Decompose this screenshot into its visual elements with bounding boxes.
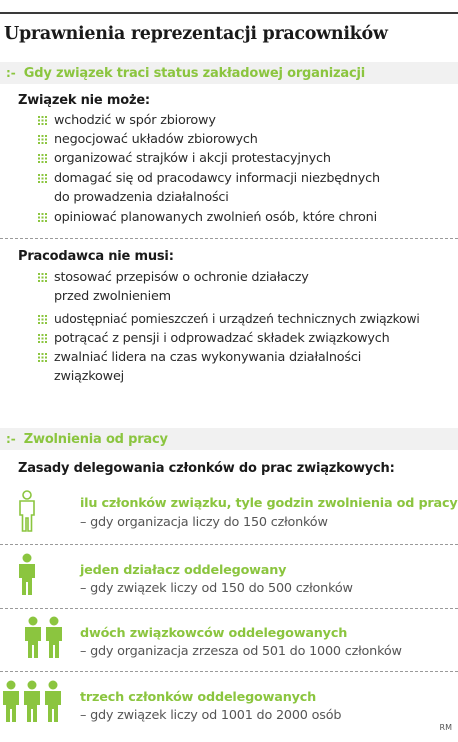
divider — [0, 608, 458, 609]
list-item-text-cont: związkowej — [54, 369, 124, 384]
top-rule — [0, 12, 458, 14]
dot-grid-icon — [38, 213, 47, 222]
people-group — [18, 553, 36, 595]
person-icon — [44, 680, 62, 722]
list-item-text: domagać się od pracodawcy informacji niezbędnych — [54, 171, 380, 186]
rule-title: ilu członków związku, tyle godzin zwolnienia od pracy — [80, 496, 458, 511]
dot-grid-icon — [38, 273, 47, 282]
person-icon — [45, 616, 63, 658]
page-title: Uprawnienia reprezentacji pracowników — [4, 24, 388, 44]
rule-title: dwóch związkowców oddelegowanych — [80, 626, 348, 641]
person-outline-icon — [18, 490, 36, 532]
person-icon — [18, 553, 36, 595]
employer-heading: Pracodawca nie musi: — [18, 249, 174, 264]
list-item-text: udostępniać pomieszczeń i urządzeń technicznych związkowi — [54, 312, 420, 326]
rule-subtitle: – gdy organizacja liczy do 150 członków — [80, 515, 328, 530]
rule-title: jeden działacz oddelegowany — [80, 563, 287, 578]
rule-subtitle: – gdy związek liczy od 1001 do 2000 osób — [80, 708, 342, 723]
section-marker: :- — [6, 66, 16, 80]
divider — [0, 238, 458, 239]
section-label: Zwolnienia od pracy — [23, 431, 168, 447]
dot-grid-icon — [38, 353, 47, 362]
divider — [0, 671, 458, 672]
delegation-heading: Zasady delegowania członków do prac związkowych: — [18, 461, 395, 476]
section-marker: :- — [6, 432, 16, 446]
rule-title: trzech członków oddelegowanych — [80, 690, 317, 705]
list-item-text-cont: do prowadzenia działalności — [54, 190, 229, 205]
list-item-text: organizować strajków i akcji protestacyjnych — [54, 151, 331, 166]
person-icon — [23, 680, 41, 722]
list-item-text-cont: przed zwolnieniem — [54, 289, 171, 304]
people-group — [18, 490, 36, 532]
dot-grid-icon — [38, 154, 47, 163]
people-group — [2, 680, 62, 722]
list-item-text: zwalniać lidera na czas wykonywania działalności — [54, 350, 362, 365]
section-bar-release — [0, 428, 458, 450]
section-bar-status — [0, 62, 458, 84]
dot-grid-icon — [38, 116, 47, 125]
section-label: Gdy związek traci status zakładowej organizacji — [23, 65, 365, 81]
list-item-text: negocjować układów zbiorowych — [54, 132, 258, 147]
rule-subtitle: – gdy organizacja zrzesza od 501 do 1000 członków — [80, 644, 402, 659]
person-icon — [24, 616, 42, 658]
list-item-text: potrącać z pensji i odprowadzać składek związkowych — [54, 331, 390, 346]
list-item-text: opiniować planowanych zwolnień osób, które chroni — [54, 210, 377, 225]
dot-grid-icon — [38, 315, 47, 324]
divider — [0, 544, 458, 545]
dot-grid-icon — [38, 334, 47, 343]
dot-grid-icon — [38, 135, 47, 144]
union-cannot-heading: Związek nie może: — [18, 93, 150, 108]
list-item-text: wchodzić w spór zbiorowy — [54, 113, 216, 128]
rule-subtitle: – gdy związek liczy od 150 do 500 członków — [80, 581, 353, 596]
people-group — [24, 616, 63, 658]
credit: RM — [439, 723, 452, 732]
list-item-text: stosować przepisów o ochronie działaczy — [54, 270, 309, 285]
person-icon — [2, 680, 20, 722]
dot-grid-icon — [38, 174, 47, 183]
